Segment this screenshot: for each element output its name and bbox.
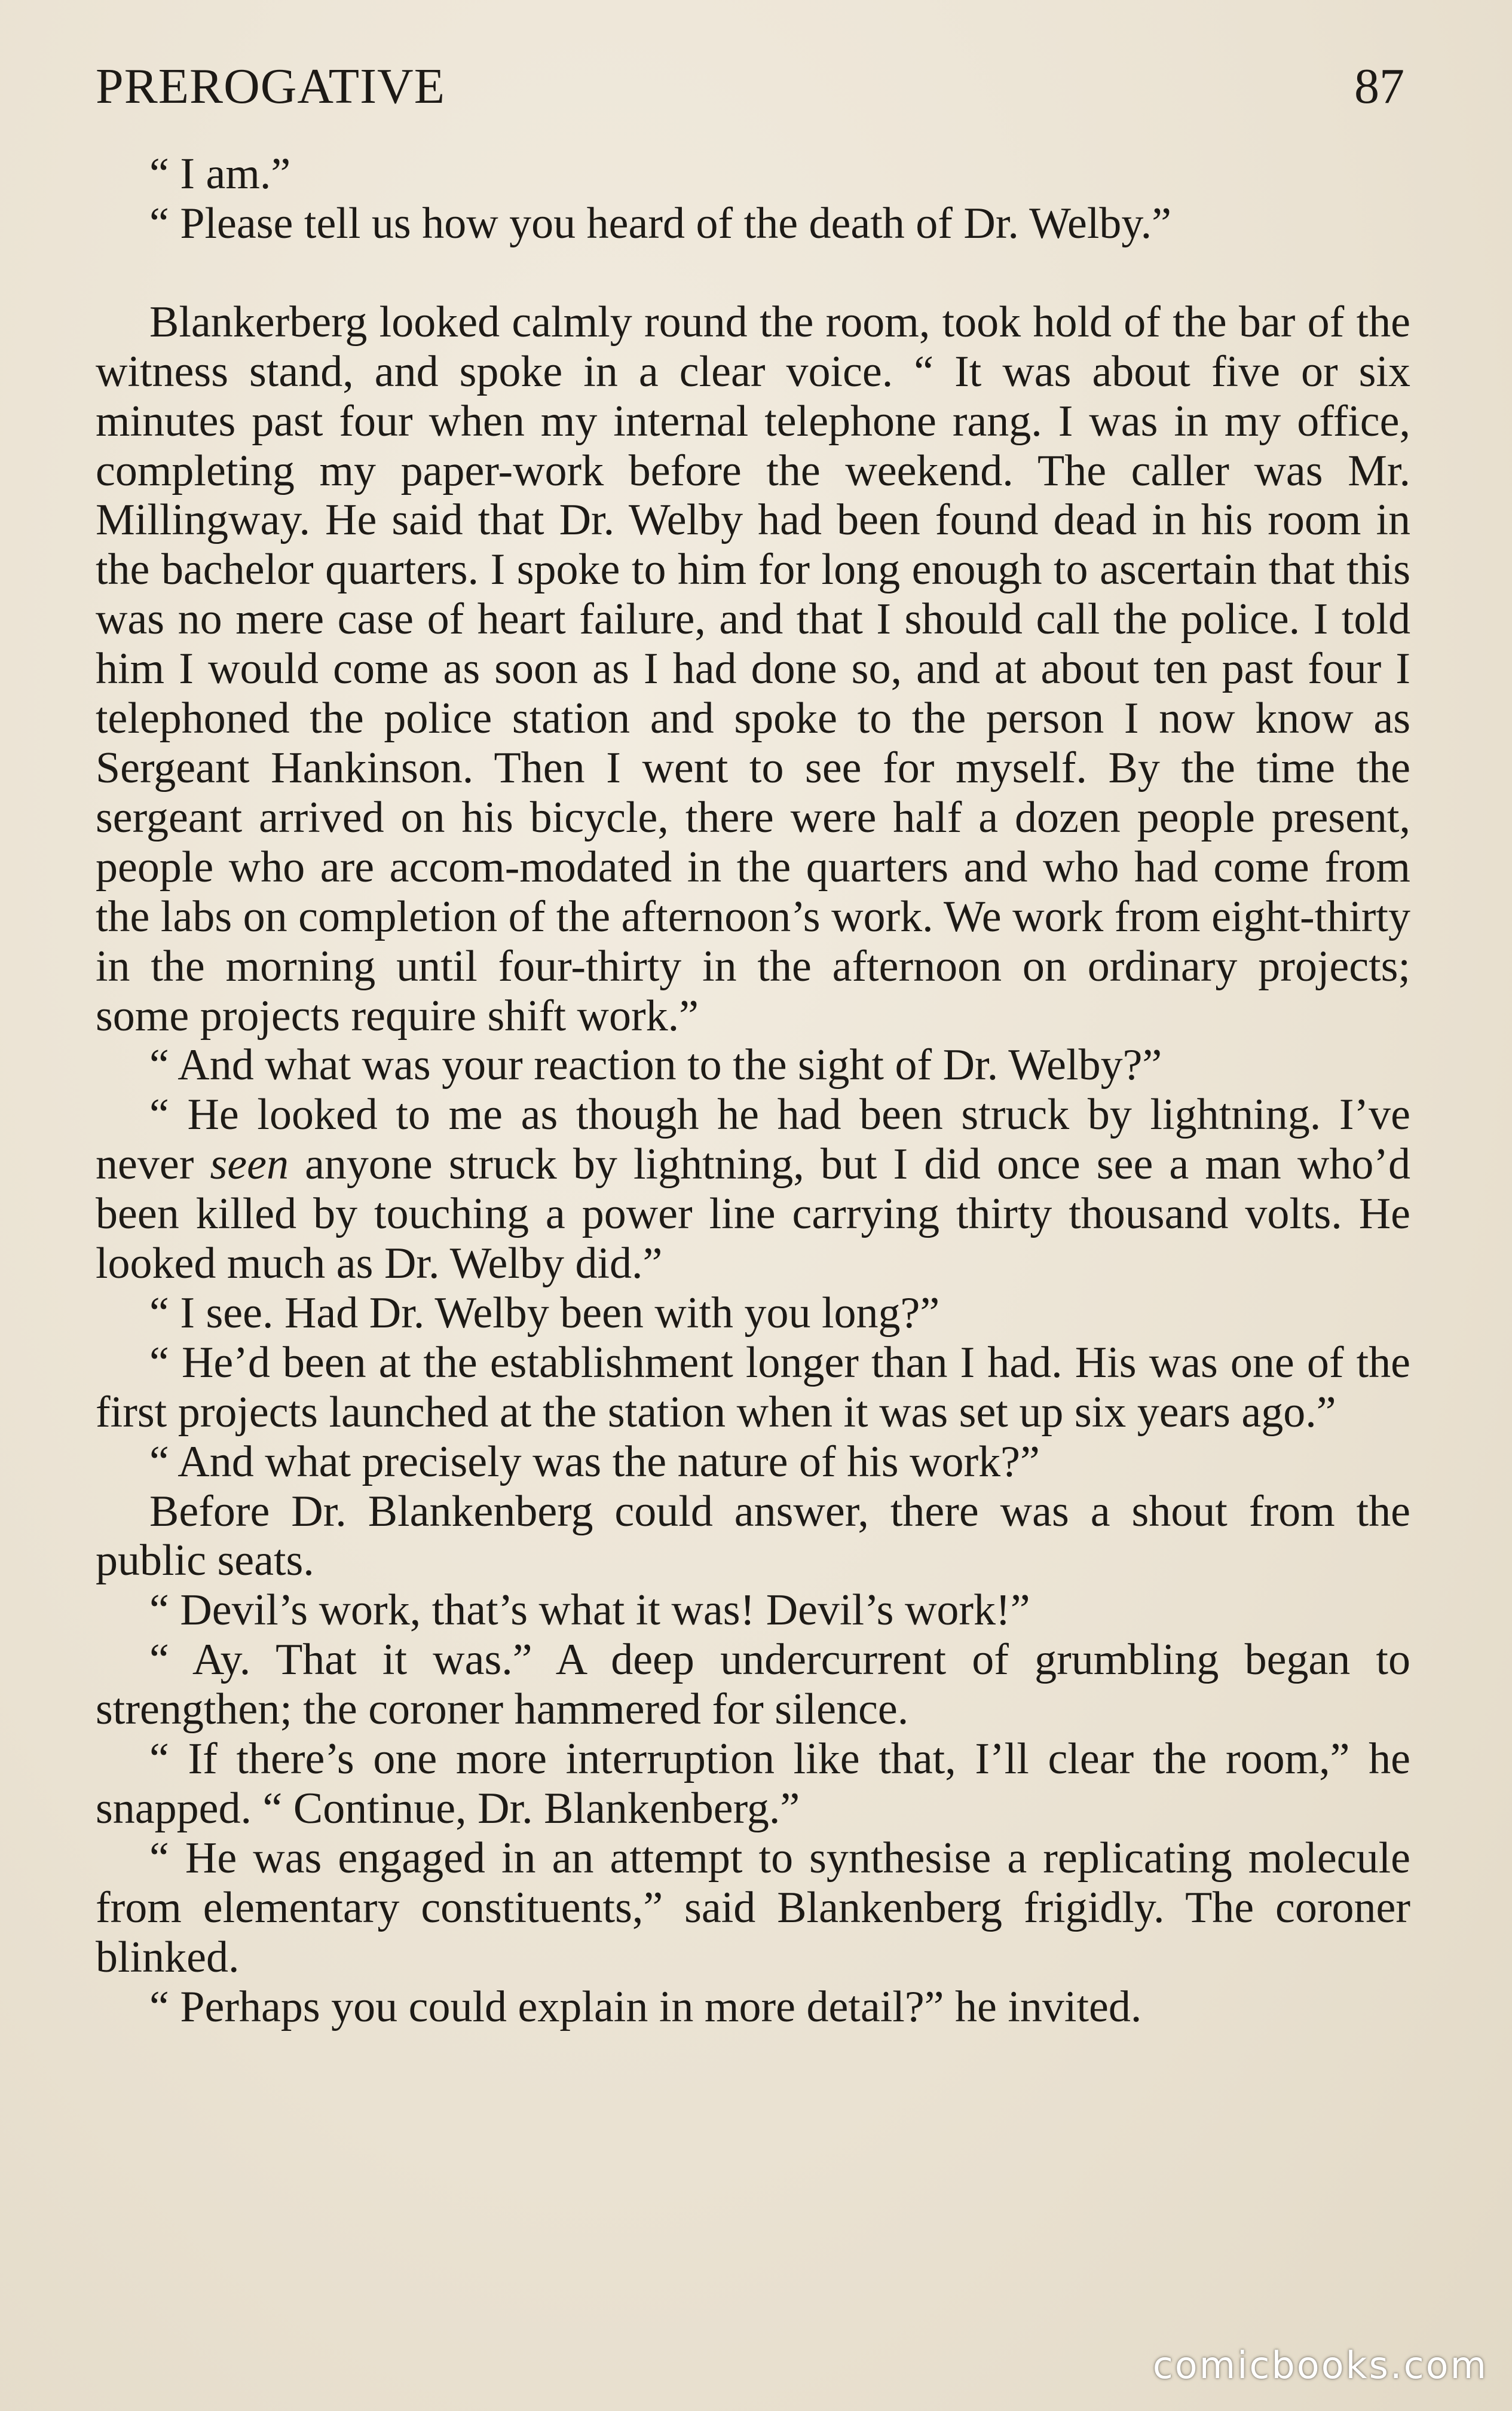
paragraph-text: “ He looked to me as though he had been struck by lightning. I’ve never [96,1090,1410,1189]
paragraph: “ I am.” [149,149,291,198]
paragraph: Before Dr. Blankenberg could answer, there was a shout from the public seats. [96,1486,1410,1586]
page-header [96,57,1410,117]
paragraph [96,1090,1410,1289]
paragraph: “ Please tell us how you heard of the death of Dr. Welby.” [149,198,1171,248]
watermark: comicbooks.com [1152,2343,1488,2387]
paragraph: “ If there’s one more interruption like that, I’ll clear the room,” he snapped. “ Continue, Dr. Blankenberg.” [96,1734,1410,1833]
page-number: 87 [1354,59,1404,114]
running-head: PREROGATIVE [96,59,446,114]
paragraph: “ Devil’s work, that’s what it was! Devil’s work!” [149,1586,1030,1635]
book-page [96,57,1410,2364]
paragraph: “ He’d been at the establishment longer than I had. His was one of the first projects launched at the station when it was set up six years ago.” [96,1338,1410,1437]
paragraph: “ I see. Had Dr. Welby been with you long?” [149,1288,940,1338]
paragraph: “ And what was your reaction to the sight of Dr. Welby?” [149,1041,1162,1090]
paragraph: Blankerberg looked calmly round the room, took hold of the bar of the witness stand, and spoke in a clear voice. “ It was about five or six minutes past four when my internal telephone rang. I was in my office, completing my paper-work before the weekend. The caller was Mr. Millingway. He said that Dr. Welby had been found dead in his room in the bachelor quarters. I spoke to him for long enough to ascertain that this was no mere case of heart failure, and that I should call the police. I told him I would come as soon as I had done so, and at about ten past four I telephoned the police station and spoke to the person I now know as Sergeant Hankinson. Then I went to see for myself. By the time the sergeant arrived on his bicycle, there were half a dozen people present, people who are accom-modated in the quarters and who had come from the labs on completion of the afternoon’s work. We work from eight-thirty in the morning until four-thirty in the afternoon on ordinary projects; some projects require shift work.” [96,297,1410,1041]
body-text [96,149,1410,2032]
paragraph: “ Ay. That it was.” A deep undercurrent of grumbling began to strengthen; the coroner hammered for silence. [96,1635,1410,1734]
paragraph: “ Perhaps you could explain in more detail?” he invited. [149,1982,1142,2031]
emphasis-text: seen [210,1140,289,1189]
paragraph: “ And what precisely was the nature of his work?” [149,1437,1040,1486]
paragraph: “ He was engaged in an attempt to synthesise a replicating molecule from elementary constituents,” said Blankenberg frigidly. The coroner blinked. [96,1833,1410,1982]
paragraph-text: anyone struck by lightning, but I did once see a man who’d been killed by touching a power line carrying thirty thousand volts. He looked much as Dr. Welby did.” [96,1140,1410,1289]
